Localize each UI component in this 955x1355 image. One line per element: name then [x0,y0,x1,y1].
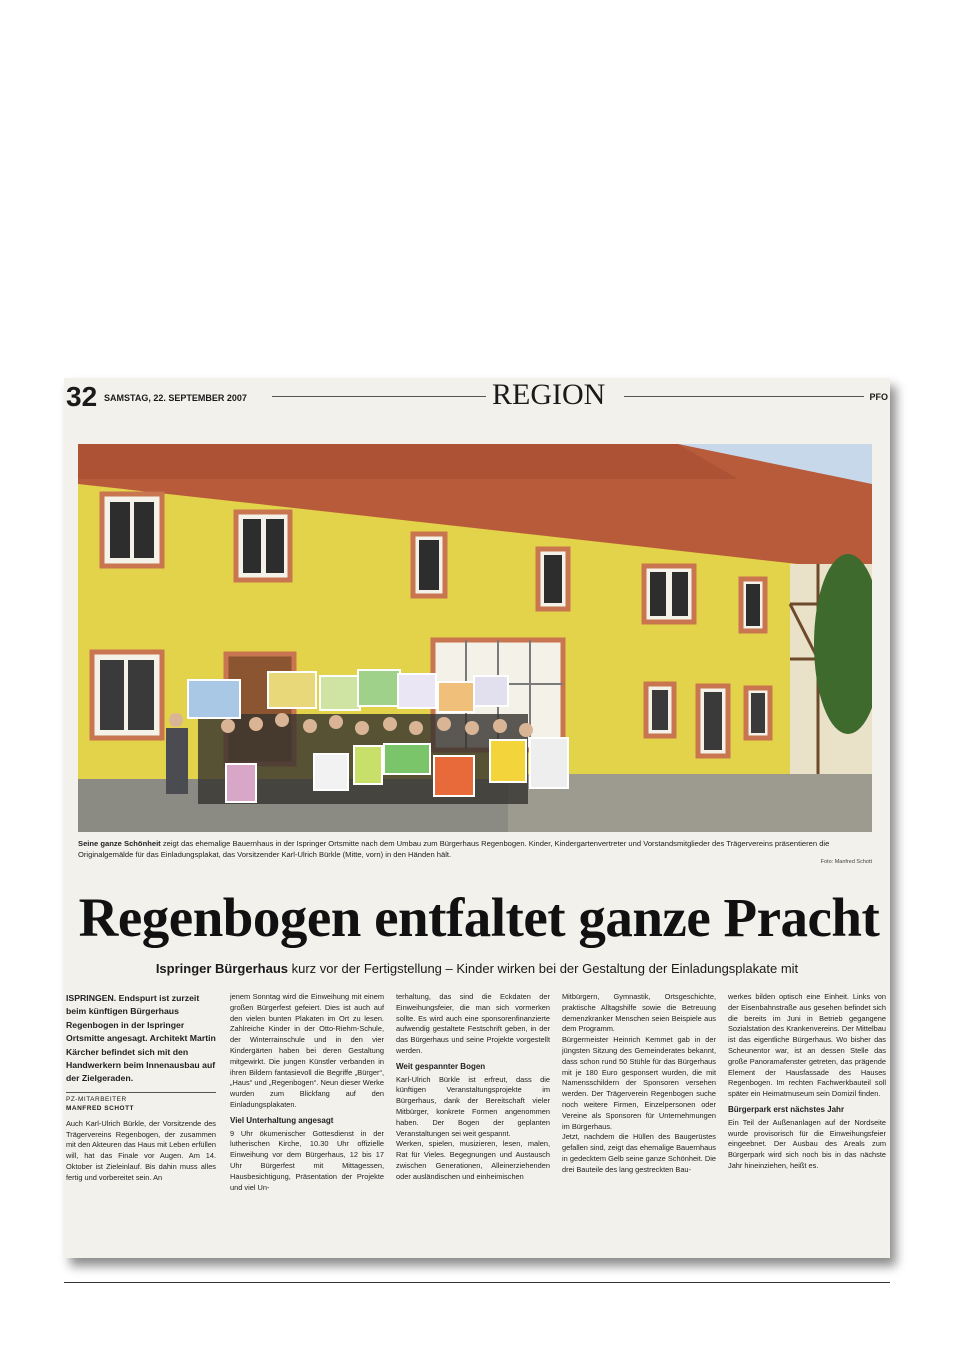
lead-text: Endspurt ist zurzeit beim künftigen Bürgerhaus Regenbogen in der Ispringer Ortsmitte angesagt. Architekt Martin Kärcher befindet sich mit den Handwerkern beim Innenausbau auf der Zielgeraden. [66,993,216,1084]
issue-date: SAMSTAG, 22. SEPTEMBER 2007 [104,393,247,403]
col3-paragraph-3: Werken, spielen, musizieren, lesen, malen, Rat für Vieles. Begegnungen und Austausch zwischen Generationen, Alleinerziehenden oder ausländischen und einheimischen [396,1139,550,1181]
byline-role: PZ-MITARBEITER [66,1095,127,1103]
newspaper-clipping [64,378,890,1258]
article-column-2 [230,992,384,1193]
byline-name: MANFRED SCHOTT [66,1104,135,1112]
subheadline-bold: Ispringer Bürgerhaus [155,961,289,976]
col2-paragraph-1: jenem Sonntag wird die Einweihung mit einem großen Bürgerfest gefeiert. Dies ist auch auf den vielen bunten Plakaten im Ort zu lesen. Zahlreiche Kinder in der Otto-Riehm-Schule, der Winterrainschule und in den vier Kindergärten haben bei deren Gestaltung mitgewirkt. Die jungen Künstler verbanden in ihren Bildern fantasievoll die Begriffe „Bürger“, „Haus“ und „Regenbogen“. Neun dieser Werke wurden zum Blickfang auf den Einladungsplakaten. [230,992,384,1109]
col1-body: Auch Karl-Ulrich Bürkle, der Vorsitzende des Trägervereins Regenbogen, der zusammen mit den Akteuren das Haus mit Leben erfüllen will, hat das Finale vor Augen. Am 14. Oktober ist Zieleinlauf. Bis dahin muss alles fertig und vorbereitet sein. An [66,1118,216,1182]
byline [66,1092,216,1113]
article-column-5 [728,992,886,1172]
subheadline [64,961,890,976]
photo [78,444,872,832]
col4-paragraph-3: Jetzt, nachdem die Hüllen des Baugerüstes gefallen sind, zeigt das ehemalige Bauernhaus in gedecktem Gelb seine ganze Schönheit. Die drei Bauteile des lang gestreckten Bau- [562,1132,716,1174]
paper-abbrev: PFO [869,392,888,402]
article-column-4 [562,992,716,1176]
lead-place: ISPRINGEN. [66,993,117,1003]
article-column-3 [396,992,550,1183]
photo-caption [78,838,872,860]
col5-paragraph-2: Ein Teil der Außenanlagen auf der Nordseite wurde provisorisch für die Einweihungsfeier eingeebnet. Der Ausbau des Areals zum Bürgerpark wird sich noch bis in das nächste Jahr hineinziehen, heißt es. [728,1117,886,1170]
subheadline-rest: kurz vor der Fertigstellung – Kinder wirken bei der Gestaltung der Einladungsplakate mit [288,961,799,976]
masthead-rule-right [624,396,864,397]
photo-building-illustration [78,444,872,832]
caption-lead: Seine ganze Schönheit [78,839,161,848]
masthead-rule-left [272,396,486,397]
article-lead [66,992,216,1086]
col4-paragraph-1: Mitbürgern, Gymnastik, Ortsgeschichte, praktische Alltagshilfe sowie die Betreuung demenzkranker Menschen seien Beispiele aus dem Programm. [562,992,716,1034]
masthead [64,378,890,422]
page-bottom-rule [64,1282,890,1283]
col5-paragraph-1: werkes bilden optisch eine Einheit. Links von der Eisenbahnstraße aus gesehen befindet sich die bereits im Juni in Betrieb gegangene Sozialstation des Krankenvereins. Der Mittelbau ist das eigentliche Bürgerhaus. Wo bisher das Scheunentor war, ist an dessen Stelle das große Panoramafenster getreten, das prägende Element der Hausfassade des Hauses Regenbogen. Im rechten Fachwerkbauteil soll später ein Heimatmuseum sein Domizil finden. [728,992,886,1099]
article-column-1 [66,992,216,1184]
col5-subheading: Bürgerpark erst nächstes Jahr [728,1104,845,1114]
section-title: REGION [492,378,606,411]
caption-text: zeigt das ehemalige Bauernhaus in der Ispringer Ortsmitte nach dem Umbau zum Bürgerhaus Regenbogen. Kinder, Kindergartenvertreter und Vorstandsmitglieder des Trägervereins präsentieren die Originalgemälde für das Einladungsplakat, das Vorsitzender Karl-Ulrich Bürkle (Mitte, vorn) in den Händen hält. [78,839,830,859]
page-number: 32 [66,381,98,412]
photo-credit: Foto: Manfred Schott [820,859,872,865]
col4-paragraph-2: Bürgermeister Heinrich Kemmet gab in der jüngsten Sitzung des Gemeinderates bekannt, dass schon rund 50 Stühle für das Bürgerhaus mit je 180 Euro gesponsert wurden, die mit Namensschildern der Sponsoren versehen werden. Der Trägerverein Regenbogen suche noch weitere Firmen, Einzelpersonen oder Vereine als Sponsoren für Unternehmungen im Bürgerhaus. [562,1035,716,1131]
group-of-people [166,670,568,804]
col3-paragraph-2: Karl-Ulrich Bürkle ist erfreut, dass die künftigen Veranstaltungsprojekte im Bürgerhaus, dank der Bereitschaft vieler Mitbürger, konkrete Formen angenommen haben. Der Bogen der geplanten Veranstaltungen sei weit gespannt. [396,1074,550,1138]
col2-subheading: Viel Unterhaltung angesagt [230,1115,334,1125]
col3-paragraph-1: terhaltung, das sind die Eckdaten der Einweihungsfeier, die man sich vormerken sollte. Es wird auch eine sponsorenfinanzierte aufwendig gestaltete Festschrift geben, in der das Bürgerhaus und seine Projekte vorgestellt werden. [396,992,550,1055]
col3-subheading: Weit gespannter Bogen [396,1061,486,1071]
col2-paragraph-2: 9 Uhr ökumenischer Gottesdienst in der lutherischen Kirche, 10.30 Uhr offizielle Einweihung vor dem Bürgerhaus, 12 bis 17 Uhr Bürgerfest mit Mittagessen, Hausbesichtigung, Präsentation der Projekte und viel Un- [230,1128,384,1192]
headline: Regenbogen entfaltet ganze Pracht [78,887,880,948]
